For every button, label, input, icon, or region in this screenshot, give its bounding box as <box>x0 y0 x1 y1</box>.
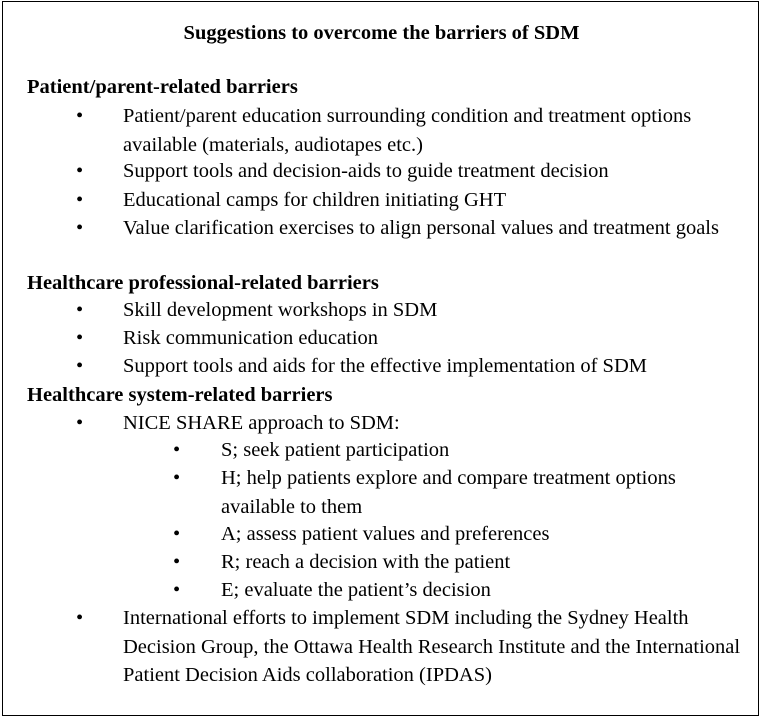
sub-bullet-marker: • <box>173 439 181 461</box>
list-item-support-tools: Support tools and decision-aids to guide treatment decision <box>123 160 609 182</box>
bullet-marker: • <box>76 355 84 377</box>
box-title: Suggestions to overcome the barriers of SDM <box>183 22 580 44</box>
list-item-nice-share: NICE SHARE approach to SDM: <box>123 412 400 434</box>
sub-item-evaluate: E; evaluate the patient’s decision <box>221 579 491 601</box>
section-heading-patient-parent: Patient/parent-related barriers <box>27 76 298 98</box>
bullet-marker: • <box>76 327 84 349</box>
sub-bullet-marker: • <box>173 551 181 573</box>
list-item-support-implementation: Support tools and aids for the effective implementation of SDM <box>123 355 647 377</box>
sub-bullet-marker: • <box>173 579 181 601</box>
bullet-marker: • <box>76 160 84 182</box>
sub-item-seek: S; seek patient participation <box>221 439 450 461</box>
bullet-marker: • <box>76 105 84 127</box>
list-item-skill-workshops: Skill development workshops in SDM <box>123 299 438 321</box>
sub-bullet-marker: • <box>173 523 181 545</box>
suggestions-box <box>2 1 759 716</box>
list-item-educational-camps: Educational camps for children initiating GHT <box>123 189 507 211</box>
bullet-marker: • <box>76 412 84 434</box>
list-item-risk-communication: Risk communication education <box>123 327 379 349</box>
bullet-marker: • <box>76 217 84 239</box>
list-item-value-clarification: Value clarification exercises to align personal values and treatment goals <box>123 217 719 239</box>
list-item-patient-education: Patient/parent education surrounding condition and treatment options available (materials, audiotapes etc.) <box>123 105 692 156</box>
bullet-marker: • <box>76 299 84 321</box>
bullet-marker: • <box>76 607 84 629</box>
sub-bullet-marker: • <box>173 467 181 489</box>
section-heading-healthcare-system: Healthcare system-related barriers <box>27 384 333 406</box>
section-heading-healthcare-professional: Healthcare professional-related barriers <box>27 272 379 294</box>
list-item-international-efforts: International efforts to implement SDM including the Sydney Health Decision Group, the Ottawa Health Research Institute and the International Patient Decision Aids collaboration (IPDAS) <box>123 607 741 686</box>
sub-item-reach: R; reach a decision with the patient <box>221 551 511 573</box>
bullet-marker: • <box>76 189 84 211</box>
sub-item-assess: A; assess patient values and preferences <box>221 523 550 545</box>
sub-item-help: H; help patients explore and compare treatment options available to them <box>221 467 676 518</box>
